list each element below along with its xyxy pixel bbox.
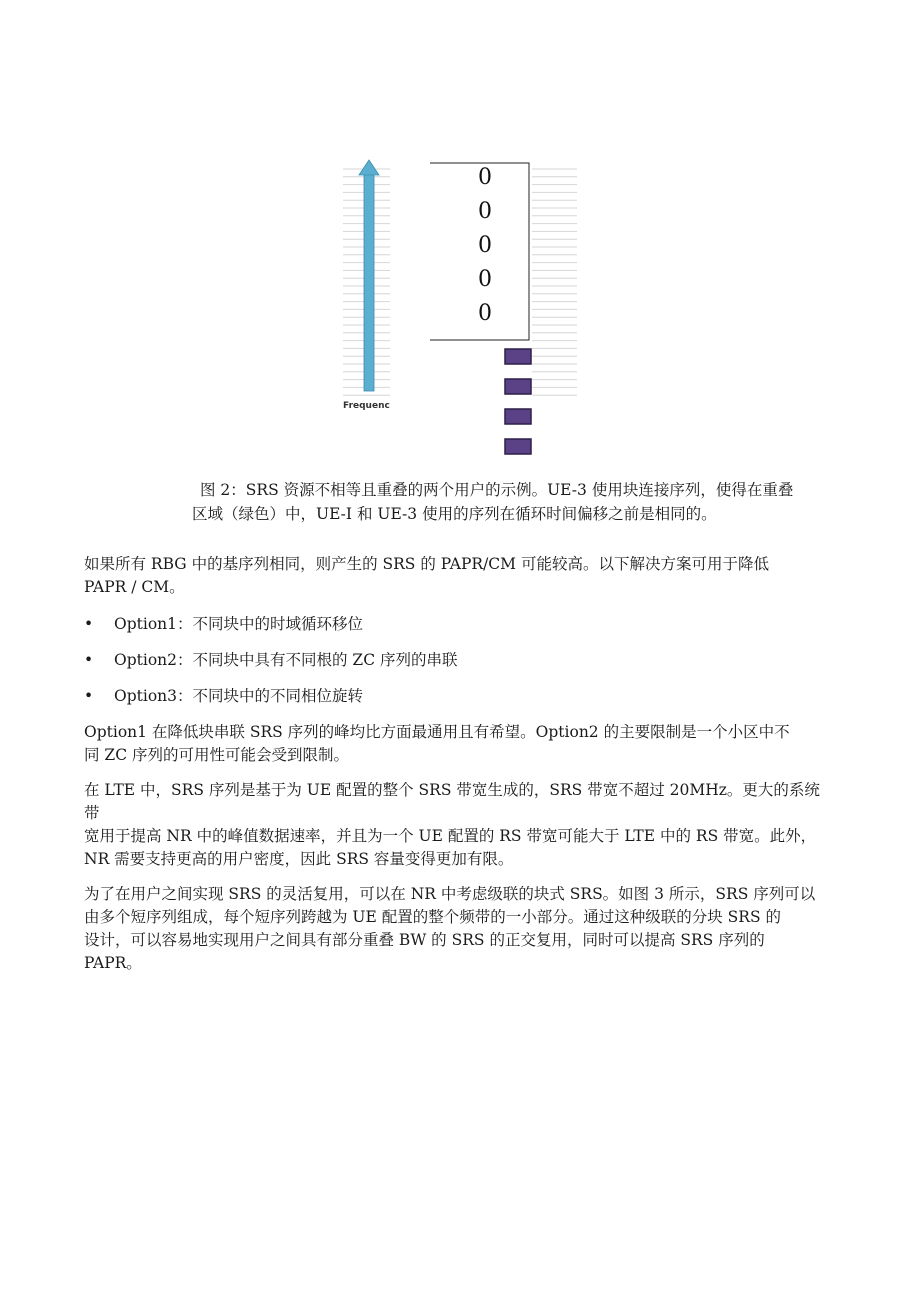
srs-block	[505, 409, 531, 424]
srs-block	[505, 439, 531, 454]
bullet-item	[84, 685, 834, 708]
sequence-circle-icon: 0	[478, 165, 492, 190]
paragraph-4-line-3: 设计，可以容易地实现用户之间具有部分重叠 BW 的 SRS 的正交复用，同时可以提高 SRS 序列的	[84, 931, 765, 949]
sequence-circle-icon: 0	[478, 233, 492, 258]
paragraph-1-line-2: PAPR / CM。	[84, 578, 185, 596]
srs-block	[505, 349, 531, 364]
bullet-text-option1: Option1：不同块中的时域循环移位	[114, 615, 363, 633]
paragraph-2-line-2: 同 ZC 序列的可用性可能会受到限制。	[84, 746, 349, 764]
frequency-axis-label: Frequenc	[343, 401, 390, 411]
paragraph-4-line-1: 为了在用户之间实现 SRS 的灵活复用，可以在 NR 中考虑级联的块式 SRS。如图 3 所示，SRS 序列可以	[84, 885, 816, 903]
caption-line-2: 区域（绿色）中，UE-I 和 UE-3 使用的序列在循环时间偏移之前是相同的。	[192, 505, 717, 523]
srs-figure-graphic	[335, 155, 580, 460]
paragraph-3-line-2: 宽用于提高 NR 中的峰值数据速率，并且为一个 UE 配置的 RS 带宽可能大于 LTE 中的 RS 带宽。此外，	[84, 827, 817, 845]
paragraph-2-line-1: Option1 在降低块串联 SRS 序列的峰均比方面最通用且有希望。Option2 的主要限制是一个小区中不	[84, 723, 790, 741]
paragraph-3-line-1: 在 LTE 中，SRS 序列是基于为 UE 配置的整个 SRS 带宽生成的，SRS 带宽不超过 20MHz。更大的系统带	[84, 781, 820, 822]
sequence-circle-icon: 0	[478, 199, 492, 224]
srs-figure	[335, 155, 580, 460]
caption-line-1: 图 2：SRS 资源不相等且重叠的两个用户的示例。UE-3 使用块连接序列，使得在重叠	[200, 481, 794, 499]
sequence-circle-icon: 0	[478, 267, 492, 292]
bullet-item	[84, 649, 834, 672]
sequence-circles	[478, 165, 492, 326]
paragraph-1-line-1: 如果所有 RBG 中的基序列相同，则产生的 SRS 的 PAPR/CM 可能较高。以下解决方案可用于降低	[84, 555, 769, 573]
figure-caption	[192, 478, 832, 526]
bullet-item	[84, 613, 834, 636]
bullet-symbol: •	[84, 651, 94, 669]
bullet-text-option2: Option2：不同块中具有不同根的 ZC 序列的串联	[114, 651, 458, 669]
bullet-symbol: •	[84, 615, 94, 633]
bullet-symbol: •	[84, 687, 94, 705]
document-body	[84, 553, 834, 975]
paragraph-4-line-4: PAPR。	[84, 954, 142, 972]
srs-block	[505, 379, 531, 394]
sequence-circle-icon: 0	[478, 301, 492, 326]
bullet-text-option3: Option3：不同块中的不同相位旋转	[114, 687, 363, 705]
paragraph-3-line-3: NR 需要支持更高的用户密度，因此 SRS 容量变得更加有限。	[84, 850, 514, 868]
paragraph-4-line-2: 由多个短序列组成，每个短序列跨越为 UE 配置的整个频带的一小部分。通过这种级联的分块 SRS 的	[84, 908, 781, 926]
srs-blocks	[505, 349, 531, 454]
